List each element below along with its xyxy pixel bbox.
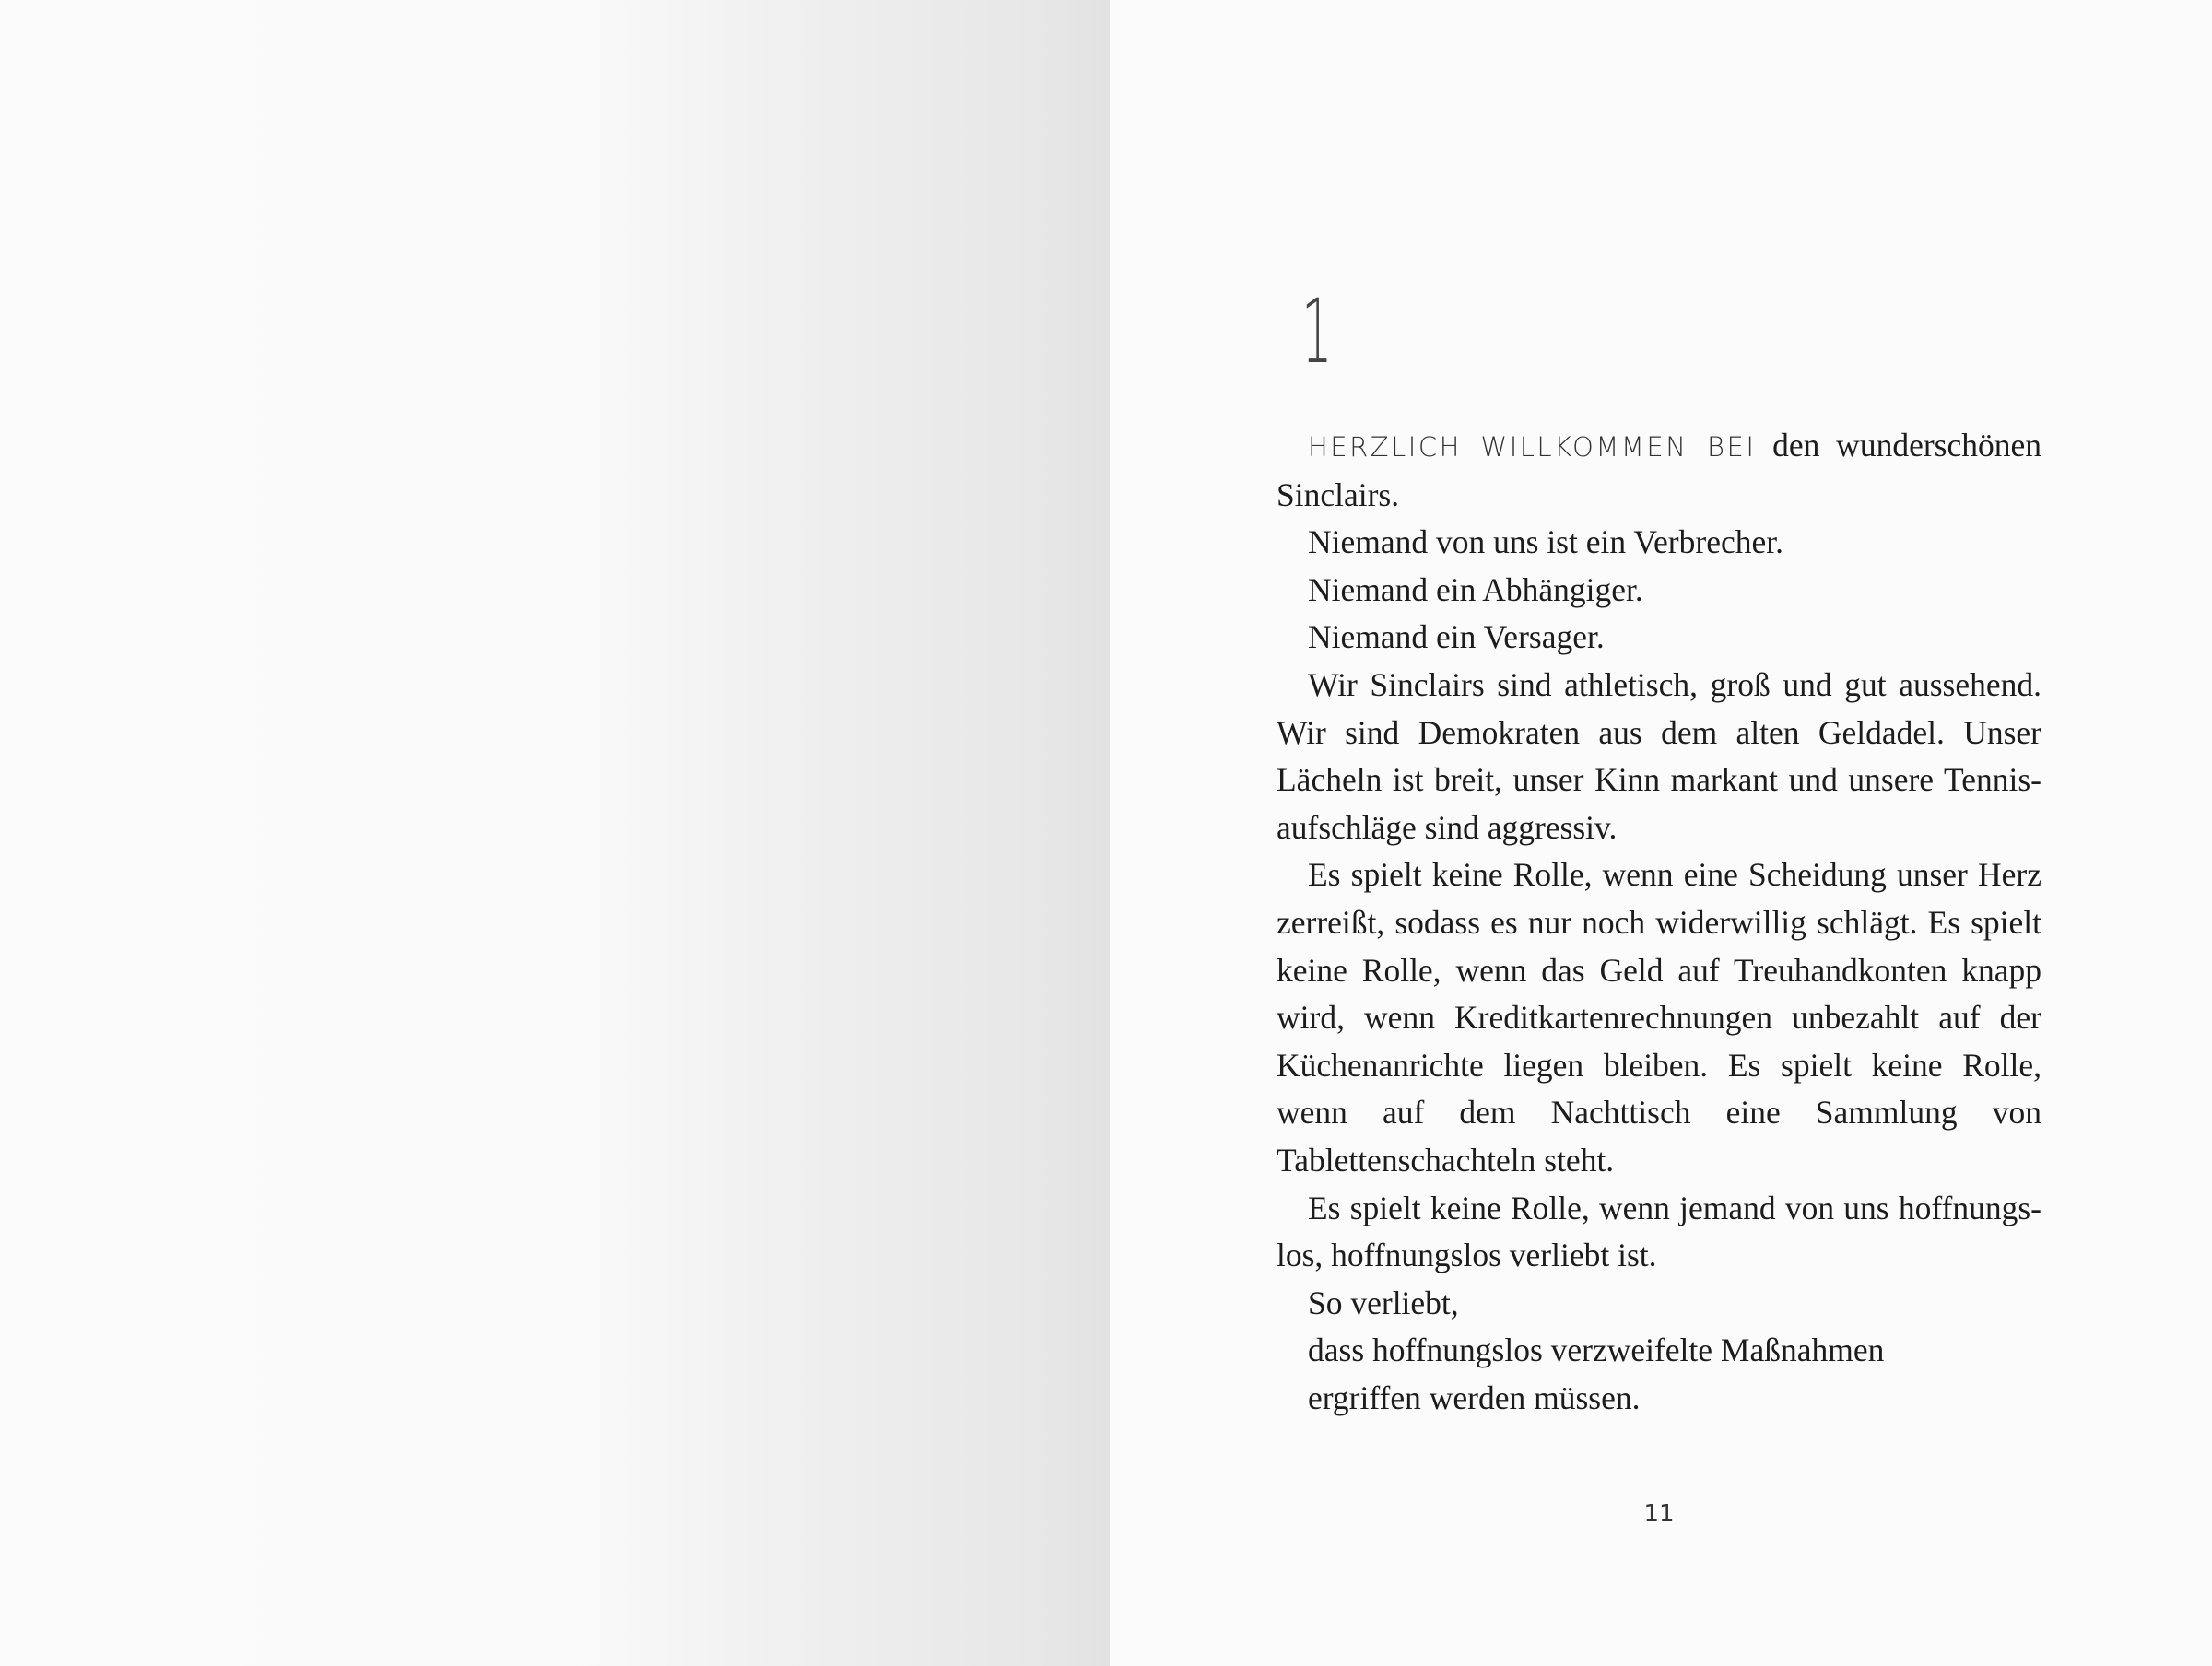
chapter-number: 1 xyxy=(1301,280,1333,383)
paragraph: Niemand von uns ist ein Verbrecher. xyxy=(1308,523,1783,561)
opening-rest: den wunderschönen Sinclairs. xyxy=(1277,427,2041,513)
opening-paragraph xyxy=(1277,422,2041,519)
chapter-text xyxy=(1277,422,2041,1422)
verse-line: ergriffen werden müssen. xyxy=(1308,1379,1641,1416)
paragraph: Niemand ein Versager. xyxy=(1308,618,1605,656)
verse-line: So verliebt, xyxy=(1308,1284,1459,1321)
paragraph: Niemand ein Abhängiger. xyxy=(1308,570,1643,608)
page-number: 11 xyxy=(1643,1500,1675,1528)
paragraph: Es spielt keine Rolle, wenn jemand von uns hoffnungslos, hoffnungslos verliebt ist. xyxy=(1277,1189,2041,1274)
paragraph: Wir Sinclairs sind athletisch, groß und gut aussehend. Wir sind Demokraten aus dem alten Geldadel. Unser Lächeln ist breit, unser Kinn markant und unsere Tennisaufschläge sind aggressiv. xyxy=(1277,665,2041,846)
opening-smallcaps: HERZLICH WILLKOMMEN BEI xyxy=(1308,431,1757,463)
verse-line: dass hoffnungslos verzweifelte Maßnahmen xyxy=(1308,1332,1885,1369)
paragraph: Es spielt keine Rolle, wenn eine Scheidung unser Herz zerreißt, sodass es nur noch widerwillig schlägt. Es spielt keine Rolle, wenn das Geld auf Treuhandkonten knapp wird, wenn Kreditkartenrechnungen unbezahlt auf der Küchenanrichte liegen bleiben. Es spielt keine Rolle, wenn auf dem Nachttisch eine Sammlung von Tablettenschachteln steht. xyxy=(1277,856,2041,1179)
